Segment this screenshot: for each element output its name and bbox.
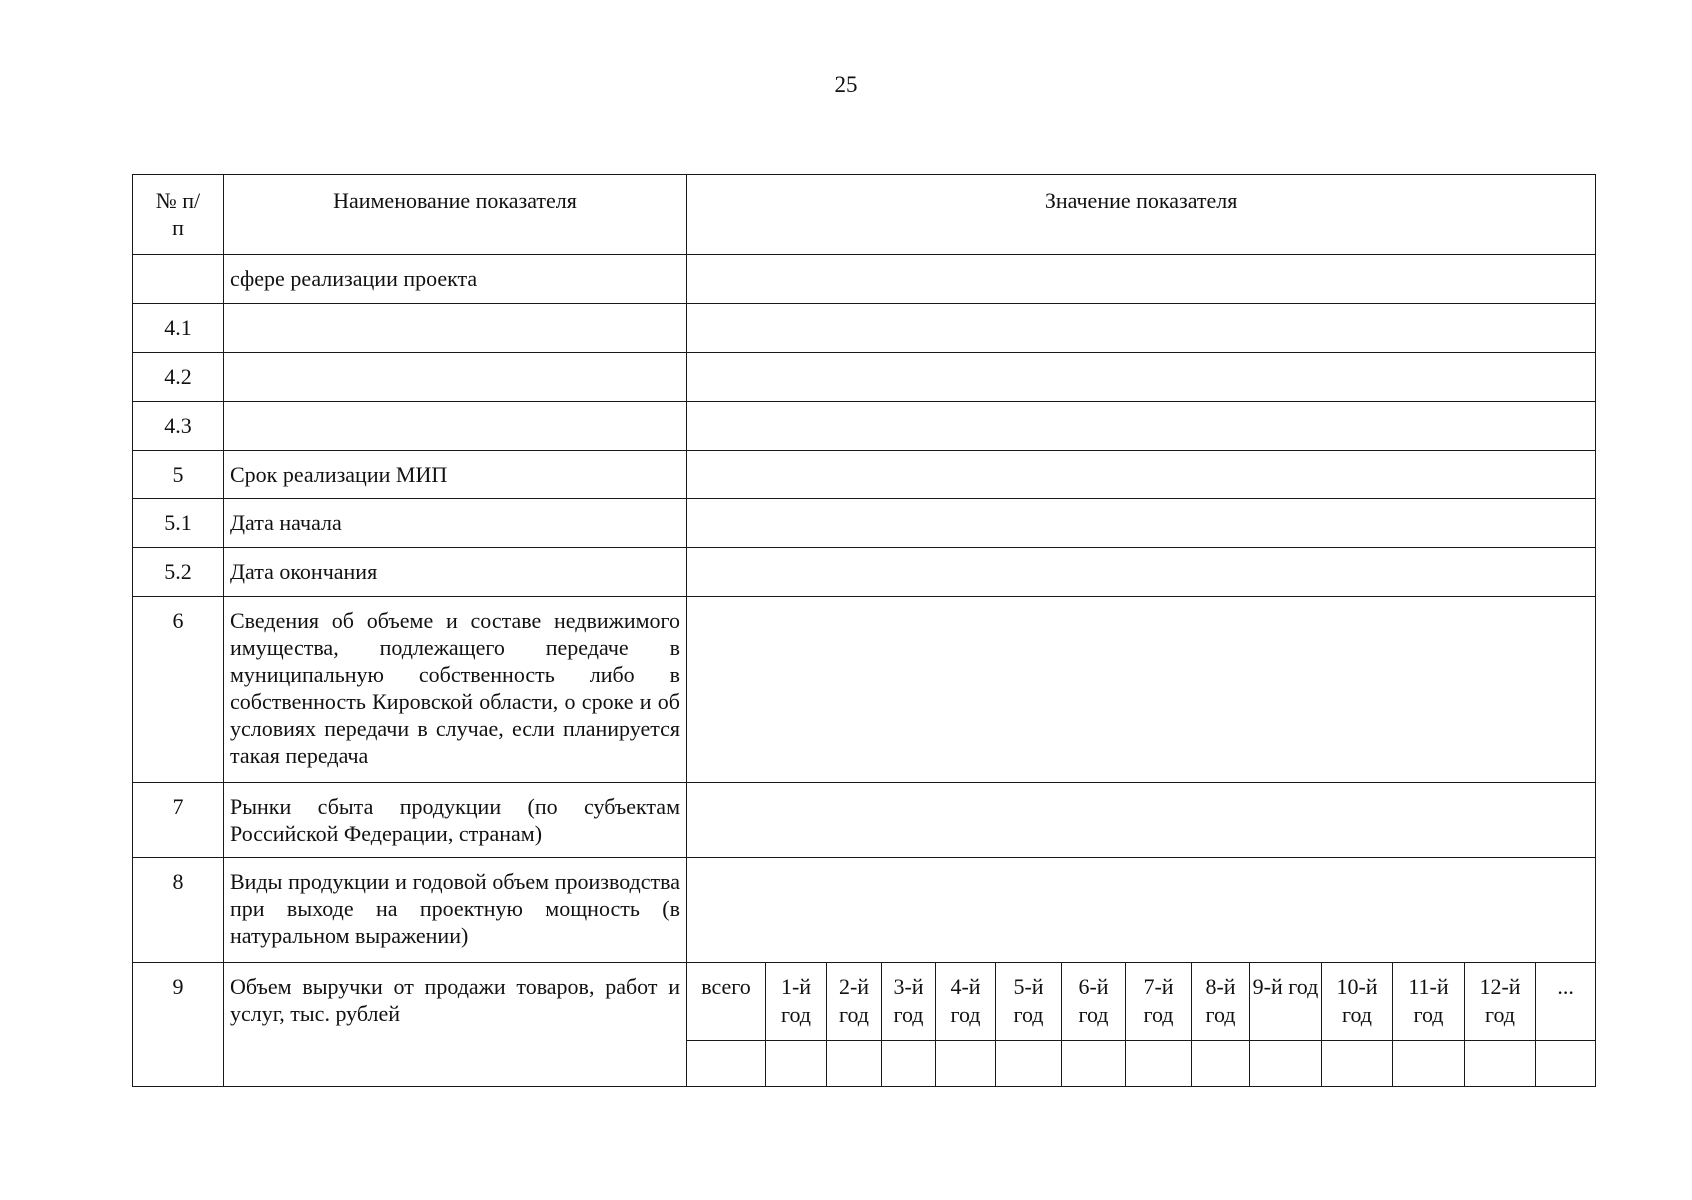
row-num: 4.3 [133, 402, 224, 451]
revenue-value-cell [1393, 1041, 1465, 1087]
revenue-col-year-1: 1-й год [766, 963, 827, 1041]
row-name: Дата начала [224, 499, 687, 548]
table-header-row [133, 175, 1596, 255]
table-row [133, 402, 1596, 451]
revenue-col-year-8: 8-й год [1192, 963, 1250, 1041]
row-num: 4.1 [133, 304, 224, 353]
row-num: 9 [133, 963, 224, 1087]
table-row [133, 963, 1596, 1041]
row-num: 7 [133, 783, 224, 858]
header-value: Значение показателя [687, 175, 1596, 255]
row-num: 6 [133, 597, 224, 783]
row-name: сфере реализации проекта [224, 255, 687, 304]
row-value [687, 255, 1596, 304]
row-name: Дата окончания [224, 548, 687, 597]
table-row [133, 304, 1596, 353]
row-name: Срок реализации МИП [224, 451, 687, 499]
row-value [687, 451, 1596, 499]
revenue-value-cell [1250, 1041, 1322, 1087]
revenue-value-cell [1126, 1041, 1192, 1087]
row-value [687, 548, 1596, 597]
revenue-col-year-6: 6-й год [1062, 963, 1126, 1041]
revenue-value-cell [882, 1041, 936, 1087]
revenue-col-year-5: 5-й год [996, 963, 1062, 1041]
row-name: Сведения об объеме и составе недвижимого имущества, подлежащего передаче в муниципальную собственность либо в собственность Кировской области, о сроке и об условиях передачи в случае, если планируется такая передача [224, 597, 687, 783]
revenue-col-ellipsis: ... [1536, 963, 1596, 1041]
row-value [687, 783, 1596, 858]
header-num: № п/п [133, 175, 224, 255]
revenue-col-year-7: 7-й год [1126, 963, 1192, 1041]
row-num: 5.1 [133, 499, 224, 548]
row-num [133, 255, 224, 304]
revenue-value-cell [827, 1041, 882, 1087]
row-value [687, 402, 1596, 451]
revenue-col-year-11: 11-й год [1393, 963, 1465, 1041]
revenue-col-year-12: 12-й год [1465, 963, 1536, 1041]
revenue-value-cell [766, 1041, 827, 1087]
indicators-table [132, 174, 1596, 1087]
row-value [687, 353, 1596, 402]
table-row [133, 451, 1596, 499]
row-value [687, 499, 1596, 548]
revenue-value-cell [1062, 1041, 1126, 1087]
revenue-col-year-9: 9-й год [1250, 963, 1322, 1041]
table-row [133, 597, 1596, 783]
table-row [133, 499, 1596, 548]
revenue-value-cell [687, 1041, 766, 1087]
row-name [224, 304, 687, 353]
row-name [224, 402, 687, 451]
row-num: 8 [133, 858, 224, 963]
table-row [133, 353, 1596, 402]
row-name: Виды продукции и годовой объем производства при выходе на проектную мощность (в натуральном выражении) [224, 858, 687, 963]
row-value [687, 304, 1596, 353]
revenue-value-cell [1536, 1041, 1596, 1087]
header-name: Наименование показателя [224, 175, 687, 255]
revenue-value-cell [1322, 1041, 1393, 1087]
row-name: Рынки сбыта продукции (по субъектам Российской Федерации, странам) [224, 783, 687, 858]
revenue-col-year-3: 3-й год [882, 963, 936, 1041]
revenue-value-cell [1465, 1041, 1536, 1087]
revenue-col-year-2: 2-й год [827, 963, 882, 1041]
table-row [133, 255, 1596, 304]
row-num: 5.2 [133, 548, 224, 597]
row-value [687, 858, 1596, 963]
row-num: 4.2 [133, 353, 224, 402]
row-value [687, 597, 1596, 783]
revenue-value-cell [936, 1041, 996, 1087]
table-row [133, 548, 1596, 597]
row-name [224, 353, 687, 402]
row-num: 5 [133, 451, 224, 499]
table-row [133, 783, 1596, 858]
row-name: Объем выручки от продажи товаров, работ и услуг, тыс. рублей [224, 963, 687, 1087]
revenue-value-cell [1192, 1041, 1250, 1087]
page-number: 25 [834, 72, 858, 97]
revenue-col-year-10: 10-й год [1322, 963, 1393, 1041]
revenue-col-year-4: 4-й год [936, 963, 996, 1041]
revenue-col-total: всего [687, 963, 766, 1041]
table-row [133, 858, 1596, 963]
revenue-value-cell [996, 1041, 1062, 1087]
